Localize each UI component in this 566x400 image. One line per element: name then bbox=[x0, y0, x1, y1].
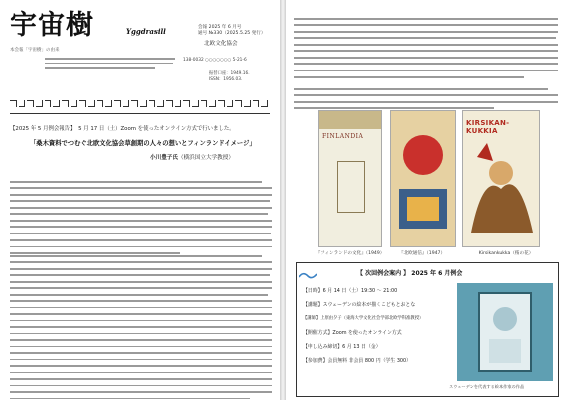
decorative-border bbox=[10, 100, 270, 107]
figure-caption-3: Kirsikankukka（桜の花） bbox=[478, 251, 534, 256]
event-row-date: 【日時】6 月 14 日（土）19:30 ～ 21:00 bbox=[303, 288, 398, 294]
meeting-report-notice: 【2025 年 5 月例会報告】 5 月 17 日（土）Zoom を使ったオンライン方式で行いました。 bbox=[10, 126, 235, 132]
issue-date: 会報 2025 年 6 月号 bbox=[198, 25, 242, 30]
publisher-name: 北欧文化協会 bbox=[204, 41, 238, 47]
meta-line-2: ISSN：1956.03. bbox=[209, 77, 243, 82]
next-meeting-box bbox=[296, 262, 559, 397]
right-page bbox=[286, 0, 566, 400]
figure-caption-1: 『フィンランドの文化』（1949） bbox=[315, 251, 385, 256]
divider-rule bbox=[10, 113, 270, 114]
lecture-title: 「桑木資料でつむぐ北欧文化協会草創期の人々の想いとフィンランドイメージ」 bbox=[30, 140, 256, 147]
masthead-description-text bbox=[45, 58, 185, 72]
event-row-lecturer: 【講師】上原由夕子（東海大学文化社会学部北欧学科准教授） bbox=[303, 316, 424, 321]
figure-caption-2: 『北欧通信』（1947） bbox=[398, 251, 446, 256]
cover-2-illustration bbox=[391, 111, 455, 246]
photo-caption: スウェーデンを代表する絵本作家の作品 bbox=[449, 384, 525, 389]
event-row-topic: 【講題】スウェーデンの絵本が描くこどもとおとな bbox=[303, 302, 416, 308]
cover-3-illustration bbox=[463, 133, 539, 243]
meta-line-1: 振替口座：1949.16. bbox=[209, 71, 250, 76]
figure-book-cover-3 bbox=[462, 110, 540, 247]
masthead-logo-subtitle: Yggdrasill bbox=[126, 27, 166, 36]
event-row-fee: 【参加費】会員無料 非会員 800 円（学生 300） bbox=[303, 358, 412, 364]
issue-number: 通号 №330（2025.5.25 発行） bbox=[198, 31, 266, 36]
lecturer-byline bbox=[150, 153, 234, 161]
masthead-logo: 宇宙樹 bbox=[10, 10, 94, 41]
cover-3-title: KIRSIKAN-KUKKIA bbox=[466, 119, 510, 135]
issue-info bbox=[198, 25, 265, 37]
masthead-tagline: 本会報「宇宙樹」の由来 bbox=[10, 48, 60, 53]
lecturer-name: 小川豊子氏 bbox=[150, 155, 178, 161]
body-paragraph-2 bbox=[10, 255, 272, 400]
cover-1-title: FINLANDIA bbox=[322, 133, 364, 140]
figure-book-cover-2 bbox=[390, 110, 456, 247]
lecturer-affiliation: （横浜国立大学教授） bbox=[177, 155, 234, 161]
wave-icon bbox=[299, 271, 317, 281]
picture-book-photo bbox=[457, 283, 553, 381]
left-page bbox=[0, 0, 280, 400]
continued-paragraph bbox=[294, 18, 558, 83]
publisher-address: 138-0032 ○○○○○○○ 5-21-6 bbox=[183, 58, 247, 63]
event-row-format: 【開催方式】Zoom を使ったオンライン方式 bbox=[303, 330, 402, 336]
figure-book-cover-1 bbox=[318, 110, 382, 247]
publisher-meta bbox=[209, 71, 250, 83]
body-paragraph-1 bbox=[10, 181, 272, 259]
event-row-deadline: 【申し込み締切】6 月 13 日（金） bbox=[303, 344, 381, 350]
next-meeting-title: 【 次回例会案内 】 2025 年 6 月例会 bbox=[357, 270, 463, 277]
